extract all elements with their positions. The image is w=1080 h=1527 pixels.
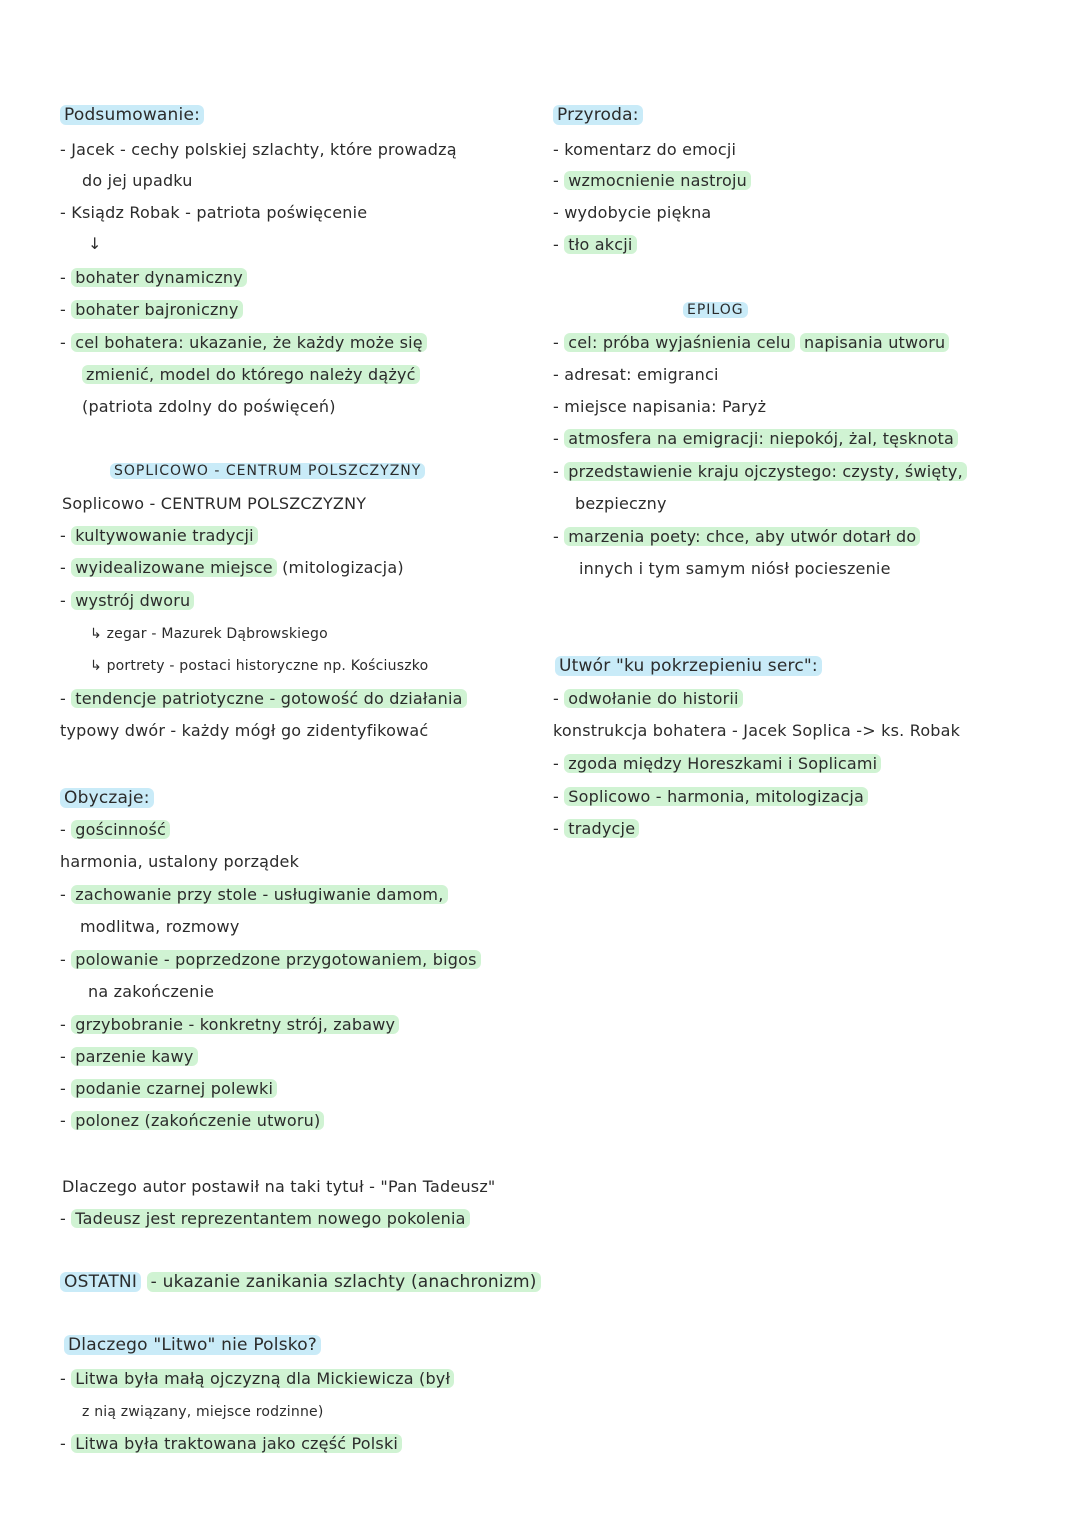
epilog-dreams: - marzenia poety: chce, aby utwór dotarł do	[553, 526, 920, 548]
epilog-homeland: - przedstawienie kraju ojczystego: czysty, święty,	[553, 461, 967, 483]
customs-title: Obyczaje:	[60, 787, 154, 809]
summary-goal-paren: (patriota zdolny do poświęceń)	[82, 397, 336, 416]
summary-jacek: - Jacek - cechy polskiej szlachty, które prowadzą	[60, 140, 457, 159]
epilog-place: - miejsce napisania: Paryż	[553, 397, 767, 416]
nature-emotions: - komentarz do emocji	[553, 140, 737, 159]
epilog-heading: EPILOG	[683, 299, 748, 321]
litwa-answer-1: - Litwa była małą ojczyzną dla Mickiewicza (był	[60, 1368, 454, 1390]
title-answer: - Tadeusz jest reprezentantem nowego pokolenia	[60, 1208, 470, 1230]
customs-table-cont: modlitwa, rozmowy	[80, 917, 240, 936]
soplicowo-idealized: - wyidealizowane miejsce (mitologizacja)	[60, 558, 404, 577]
summary-jacek-cont: do jej upadku	[82, 171, 193, 190]
summary-goal: - cel bohatera: ukazanie, że każdy może się	[60, 332, 427, 354]
last-heading: OSTATNI - ukazanie zanikania szlachty (anachronizm)	[60, 1271, 541, 1293]
hearts-agreement: - zgoda między Horeszkami i Soplicami	[553, 753, 881, 775]
soplicowo-portraits: ↳ portrety - postaci historyczne np. Kościuszko	[90, 658, 429, 674]
litwa-answer-2: - Litwa była traktowana jako część Polski	[60, 1433, 402, 1455]
soplicowo-decor: - wystrój dworu	[60, 590, 194, 612]
epilog-goal: - cel: próba wyjaśnienia celu napisania utworu	[553, 332, 949, 354]
soplicowo-heading: SOPLICOWO - CENTRUM POLSZCZYZNY	[110, 460, 425, 482]
customs-hunting: - polowanie - poprzedzone przygotowaniem, bigos	[60, 949, 481, 971]
customs-black-soup: - podanie czarnej polewki	[60, 1078, 277, 1100]
summary-robak: - Ksiądz Robak - patriota poświęcenie	[60, 203, 368, 222]
summary-goal-cont: zmienić, model do którego należy dążyć	[82, 364, 420, 386]
soplicowo-title: Soplicowo - CENTRUM POLSZCZYZNY	[62, 494, 367, 513]
hearts-soplicowo: - Soplicowo - harmonia, mitologizacja	[553, 786, 868, 808]
epilog-homeland-cont: bezpieczny	[575, 494, 667, 513]
soplicowo-clock: ↳ zegar - Mazurek Dąbrowskiego	[90, 626, 328, 642]
nature-background: - tło akcji	[553, 234, 637, 256]
down-arrow-icon: ↓	[88, 234, 102, 253]
summary-title: Podsumowanie:	[60, 104, 204, 126]
customs-coffee: - parzenie kawy	[60, 1046, 198, 1068]
summary-byronic: - bohater bajroniczny	[60, 299, 243, 321]
litwa-answer-1-cont: z nią związany, miejsce rodzinne)	[82, 1404, 324, 1420]
epilog-addressee: - adresat: emigranci	[553, 365, 719, 384]
customs-polonaise: - polonez (zakończenie utworu)	[60, 1110, 324, 1132]
customs-mushroom: - grzybobranie - konkretny strój, zabawy	[60, 1014, 399, 1036]
soplicowo-tradition: - kultywowanie tradycji	[60, 525, 258, 547]
hearts-title: Utwór "ku pokrzepieniu serc":	[555, 655, 822, 677]
title-question: Dlaczego autor postawił na taki tytuł - "Pan Tadeusz"	[62, 1177, 496, 1196]
nature-title: Przyroda:	[553, 104, 643, 126]
nature-beauty: - wydobycie piękna	[553, 203, 712, 222]
hearts-hero: konstrukcja bohatera - Jacek Soplica -> ks. Robak	[553, 721, 961, 740]
customs-table: - zachowanie przy stole - usługiwanie damom,	[60, 884, 448, 906]
soplicowo-patriotic: - tendencje patriotyczne - gotowość do działania	[60, 688, 467, 710]
summary-dynamic: - bohater dynamiczny	[60, 267, 247, 289]
hearts-history: - odwołanie do historii	[553, 688, 743, 710]
epilog-atmosphere: - atmosfera na emigracji: niepokój, żal, tęsknota	[553, 428, 958, 450]
customs-harmony: harmonia, ustalony porządek	[60, 852, 300, 871]
litwa-question: Dlaczego "Litwo" nie Polsko?	[64, 1334, 321, 1356]
soplicowo-typical: typowy dwór - każdy mógł go zidentyfikować	[60, 721, 429, 740]
customs-hunting-cont: na zakończenie	[88, 982, 215, 1001]
nature-mood: - wzmocnienie nastroju	[553, 170, 751, 192]
epilog-dreams-cont: innych i tym samym niósł pocieszenie	[579, 559, 891, 578]
hearts-traditions: - tradycje	[553, 818, 639, 840]
customs-hospitality: - gościnność	[60, 819, 170, 841]
